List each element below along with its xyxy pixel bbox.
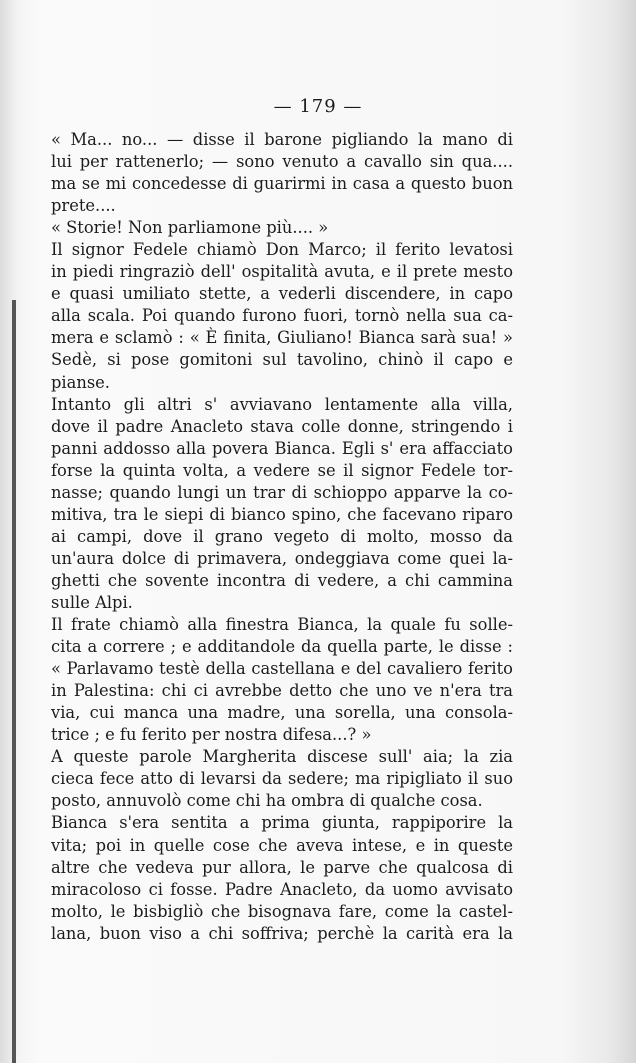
text-line: un'aura dolce di primavera, ondeggiava come quei la- (51, 548, 513, 568)
text-line: Intanto gli altri s' avviavano lentamente alla villa, (51, 394, 513, 414)
text-line: nasse; quando lungi un trar di schioppo apparve la co- (51, 482, 513, 502)
text-line: panni addosso alla povera Bianca. Egli s' era affacciato (51, 438, 513, 458)
text-line: posto, annuvolò come chi ha ombra di qualche cosa. (51, 791, 483, 811)
text-line: ghetti che sovente incontra di vedere, a chi cammina (51, 570, 513, 590)
text-line: Sedè, si pose gomitoni sul tavolino, chinò il capo e (51, 350, 513, 370)
text-line: « Storie! Non parliamone più.... » (51, 218, 329, 238)
text-line: altre che vedeva pur allora, le parve che qualcosa di (51, 857, 513, 877)
text-line: lui per rattenerlo; — sono venuto a cavallo sin qua.... (51, 152, 513, 172)
text-line: prete.... (51, 196, 116, 216)
text-line: Il frate chiamò alla finestra Bianca, la quale fu solle- (51, 615, 513, 635)
text-line: e quasi umiliato stette, a vederli discendere, in capo (51, 284, 513, 304)
text-line: dove il padre Anacleto stava colle donne, stringendo i (51, 416, 513, 436)
text-line: forse la quinta volta, a vedere se il signor Fedele tor- (51, 460, 513, 480)
text-line: lana, buon viso a chi soffriva; perchè la carità era la (51, 923, 513, 943)
text-line: in piedi ringraziò dell' ospitalità avuta, e il prete mesto (51, 262, 513, 282)
text-line: A queste parole Margherita discese sull' aia; la zia (51, 747, 513, 767)
text-line: ai campi, dove il grano vegeto di molto, mosso da (51, 526, 513, 546)
page-number: — 179 — (273, 96, 363, 117)
text-line: mera e sclamò : « È finita, Giuliano! Bianca sarà sua! » (51, 328, 513, 348)
text-line: sulle Alpi. (51, 592, 133, 612)
text-line: « Ma... no... — disse il barone pigliando la mano di (51, 130, 513, 149)
text-line: pianse. (51, 372, 110, 392)
text-line: molto, le bisbigliò che bisognava fare, come la castel- (51, 901, 513, 921)
binding-edge (12, 300, 16, 1063)
text-line: mitiva, tra le siepi di bianco spino, che facevano riparo (51, 504, 513, 524)
body-text (51, 129, 513, 945)
text-line: cieca fece atto di levarsi da sedere; ma ripigliato il suo (51, 769, 513, 789)
text-line: in Palestina: chi ci avrebbe detto che uno ve n'era tra (51, 681, 513, 701)
text-line: alla scala. Poi quando furono fuori, tornò nella sua ca- (51, 306, 513, 326)
text-line: « Parlavamo testè della castellana e del cavaliero ferito (51, 659, 513, 679)
text-line: ma se mi concedesse di guarirmi in casa a questo buon (51, 174, 513, 194)
text-line: miracoloso ci fosse. Padre Anacleto, da uomo avvisato (51, 879, 513, 899)
text-line: trice ; e fu ferito per nostra difesa...? » (51, 725, 372, 745)
text-line: Bianca s'era sentita a prima giunta, rappiporire la (51, 813, 513, 833)
text-line: vita; poi in quelle cose che aveva intese, e in queste (51, 835, 513, 855)
text-line: cita a correre ; e additandole da quella parte, le disse : (51, 637, 513, 657)
text-line: via, cui manca una madre, una sorella, una consola- (51, 703, 513, 723)
text-line: Il signor Fedele chiamò Don Marco; il ferito levatosi (51, 240, 513, 260)
